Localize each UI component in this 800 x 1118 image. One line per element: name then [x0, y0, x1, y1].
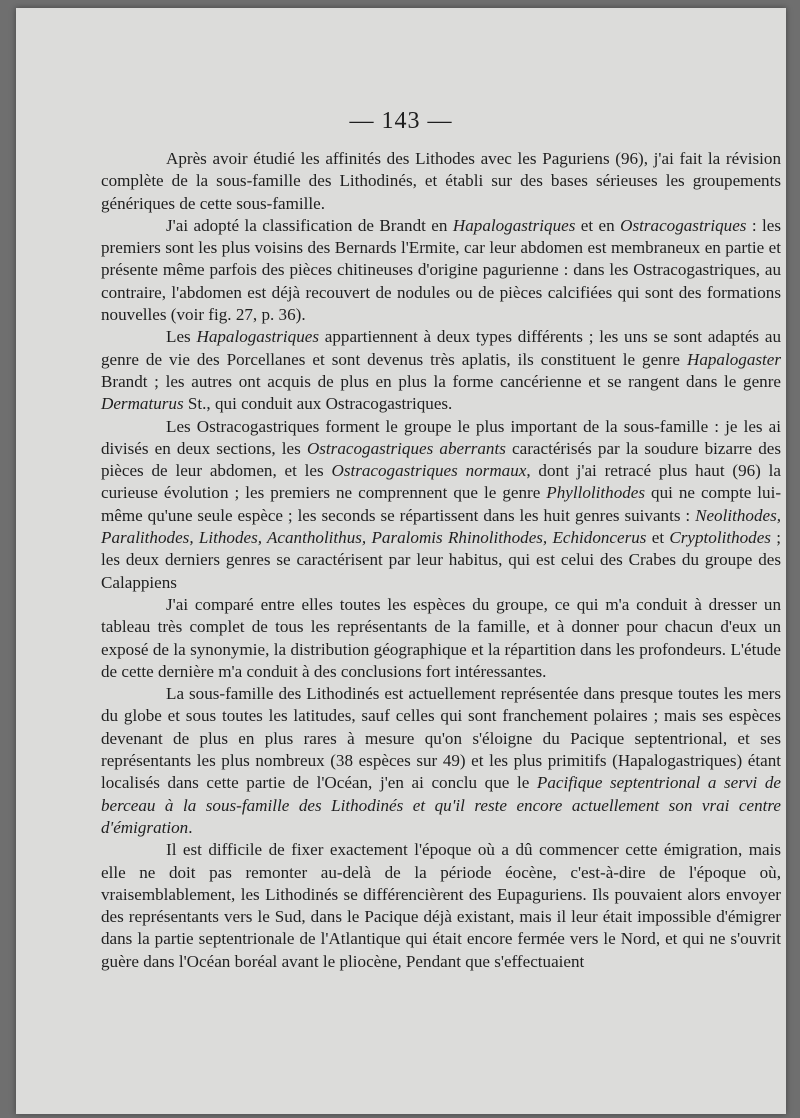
text-run: qui ne compte lui-même qu'une seule espèce ; les seconds se répartissent dans les huit genres suivants :	[101, 483, 782, 525]
italic-text: Hapalogastriques	[452, 215, 576, 235]
text-run: appartiennent à deux types différents ; les uns se sont adaptés au genre de vie des Porcellanes et sont devenus très aplatis, ils constituent le genre	[101, 327, 781, 369]
italic-text: Ostracogastriques normaux	[331, 461, 527, 481]
text-run: .	[188, 817, 193, 837]
paragraph	[101, 683, 781, 839]
italic-text: Dermaturus	[101, 394, 184, 414]
book-page	[16, 8, 786, 1114]
text-run: Les Ostracogastriques forment le groupe le plus important de la sous-famille : je les ai divisés en deux sections, les	[101, 416, 781, 458]
text-run: caractérisés par la soudure bizarre des pièces de leur abdomen, et les	[101, 438, 782, 481]
paragraph	[101, 215, 781, 326]
paragraph	[101, 148, 781, 215]
text-run: Brandt ; les autres ont acquis de plus en plus la forme cancérienne et se rangent dans le genre	[101, 371, 781, 391]
italic-text: Cryptolithodes	[669, 528, 771, 548]
text-run: La sous-famille des Lithodinés est actuellement représentée dans presque toutes les mers du globe et sous toutes les latitudes, sauf celles qui sont franchement polaires ; mais ses espèces devenant de plus en plus rares à mesure qu'on s'éloigne du Pacique septentrional, et ses représentants les plus nombreux (38 espèces sur 49) et les plus primitifs (Hapalogastriques) étant localisés dans cette partie de l'Océan, j'en ai conclu que le	[101, 684, 781, 793]
italic-text: Neolithodes, Paralithodes, Lithodes, Acantholithus, Paralomis Rhinolithodes, Echidoncerus	[101, 505, 781, 548]
paragraph	[101, 416, 781, 594]
text-run: J'ai adopté la classification de Brandt en	[166, 215, 453, 235]
italic-text: Hapalogastriques	[196, 327, 319, 347]
text-run: et en	[575, 215, 621, 235]
text-run: et	[646, 528, 670, 548]
italic-text: Ostracogastriques	[620, 215, 747, 235]
paragraph	[101, 594, 781, 683]
text-run: Les	[166, 327, 197, 347]
paragraph	[101, 839, 781, 973]
paragraph	[101, 326, 781, 415]
text-run: ; les deux derniers genres se caractérisent par leur habitus, qui est celui des Crabes du groupe des Calappiens	[101, 528, 781, 592]
italic-text: Phyllolithodes	[546, 483, 646, 503]
body-text	[101, 148, 781, 973]
text-run: Après avoir étudié les affinités des Lithodes avec les Paguriens (96), j'ai fait la révision complète de la sous-famille des Lithodinés, et établi sur des bases sérieuses les groupements génériques de cette sous-famille.	[101, 149, 781, 213]
page-number: — 143 —	[349, 108, 453, 134]
text-run: , dont j'ai retracé plus haut (96) la curieuse évolution ; les premiers ne comprennent que le genre	[101, 461, 781, 503]
italic-text: Pacifique septentrional a servi de berceau à la sous-famille des Lithodinés et qu'il reste encore actuellement son vrai centre d'émigration	[101, 773, 781, 837]
italic-text: Ostracogastriques aberrants	[306, 438, 506, 458]
text-run: St., qui conduit aux Ostracogastriques.	[183, 394, 453, 414]
text-run: J'ai comparé entre elles toutes les espèces du groupe, ce qui m'a conduit à dresser un tableau très complet de tous les représentants de la famille, et à donner pour chacun d'eux un exposé de la synonymie, la distribution géographique et la répartition dans les profondeurs. L'étude de cette dernière m'a conduit à des conclusions fort intéressantes.	[101, 594, 781, 681]
text-run: Il est difficile de fixer exactement l'époque où a dû commencer cette émigration, mais elle ne doit pas remonter au-delà de la période éocène, c'est-à-dire de l'époque où, vraisemblablement, les Lithodinés se différencièrent des Eupaguriens. Ils pouvaient alors envoyer des représentants vers le Sud, dans le Pacique déjà existant, mais il leur était impossible d'émigrer dans la partie septentrionale de l'Atlantique qui était encore fermée vers le Nord, et qui ne s'ouvrit guère dans l'Océan boréal avant le pliocène, Pendant que s'effectuaient	[101, 840, 781, 971]
text-run: : les premiers sont les plus voisins des Bernards l'Ermite, car leur abdomen est membraneux en partie et présente même parfois des pièces chitineuses d'origine pagurienne : dans les Ostracogastriques, au contraire, l'abdomen est déjà recouvert de nodules ou de pièces calcifiées qui sont des formations nouvelles (voir fig. 27, p. 36).	[101, 215, 782, 325]
italic-text: Hapalogaster	[686, 349, 781, 369]
